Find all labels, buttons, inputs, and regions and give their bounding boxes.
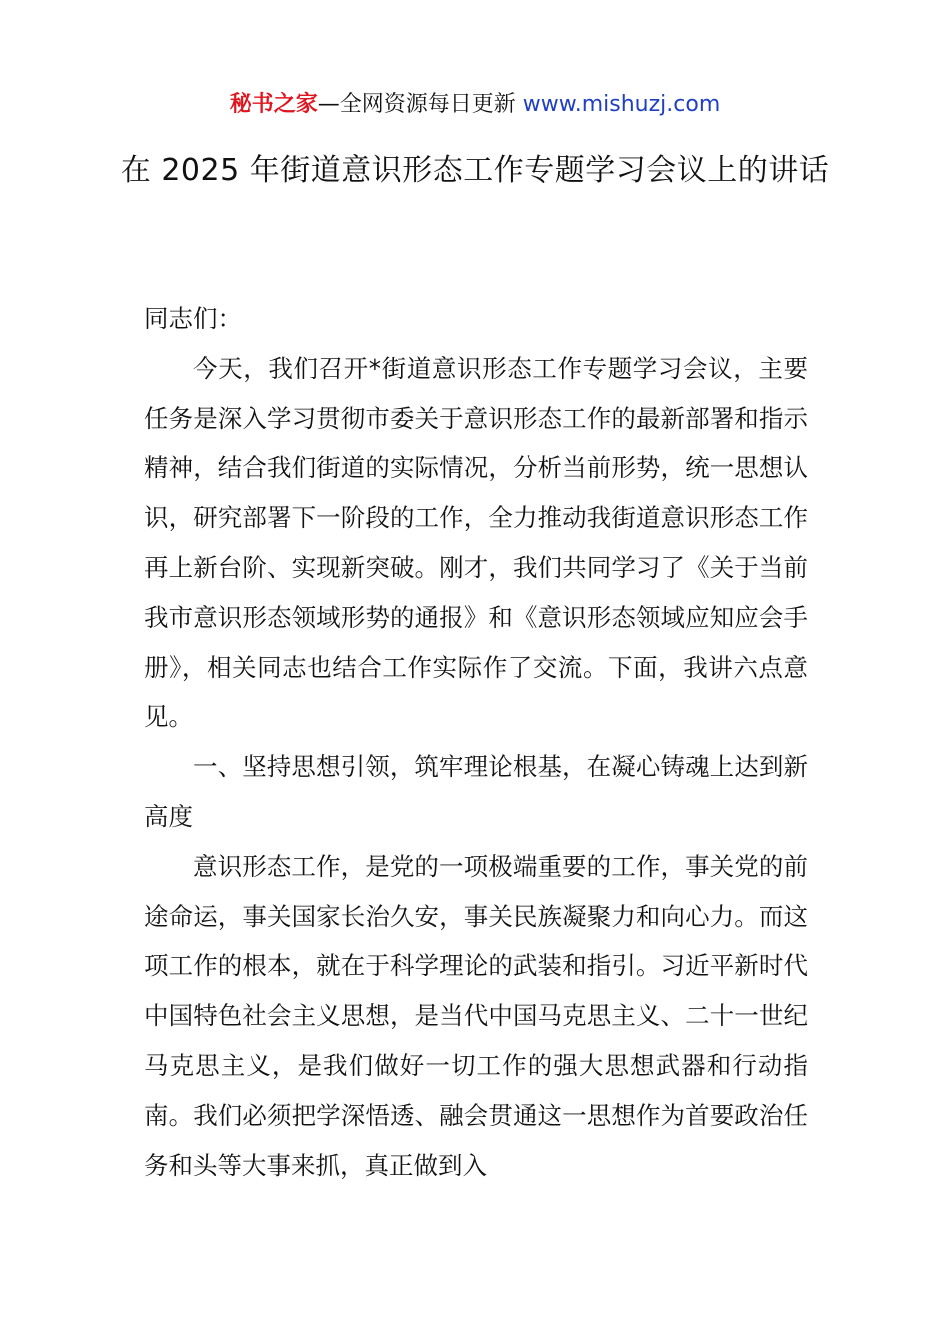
document-title: 在 2025 年街道意识形态工作专题学习会议上的讲话 (120, 153, 830, 188)
site-url-link[interactable]: www.mishuzj.com (522, 92, 721, 117)
salutation: 同志们： (144, 304, 242, 333)
section-heading-1: 一、坚持思想引领，筑牢理论根基，在凝心铸魂上达到新高度 (144, 752, 808, 831)
site-header (0, 90, 950, 120)
brand-name: 秘书之家 (229, 92, 318, 117)
paragraph-section-1: 意识形态工作，是党的一项极端重要的工作，事关党的前途命运，事关国家长治久安，事关民族凝聚力和向心力。而这项工作的根本，就在于科学理论的武装和指引。习近平新时代中国特色社会主义思想，是当代中国马克思主义、二十一世纪马克思主义，是我们做好一切工作的强大思想武器和行动指南。我们必须把学深悟透、融会贯通这一思想作为首要政治任务和头等大事来抓，真正做到入 (144, 851, 808, 1180)
header-tagline: —全网资源每日更新 (317, 92, 523, 117)
paragraph-intro: 今天，我们召开*街道意识形态工作专题学习会议，主要任务是深入学习贯彻市委关于意识形态工作的最新部署和指示精神，结合我们街道的实际情况，分析当前形势，统一思想认识，研究部署下一阶段的工作，全力推动我街道意识形态工作再上新台阶、实现新突破。刚才，我们共同学习了《关于当前我市意识形态领域形势的通报》和《意识形态领域应知应会手册》，相关同志也结合工作实际作了交流。下面，我讲六点意见。 (144, 353, 808, 732)
document-body (144, 294, 808, 1190)
